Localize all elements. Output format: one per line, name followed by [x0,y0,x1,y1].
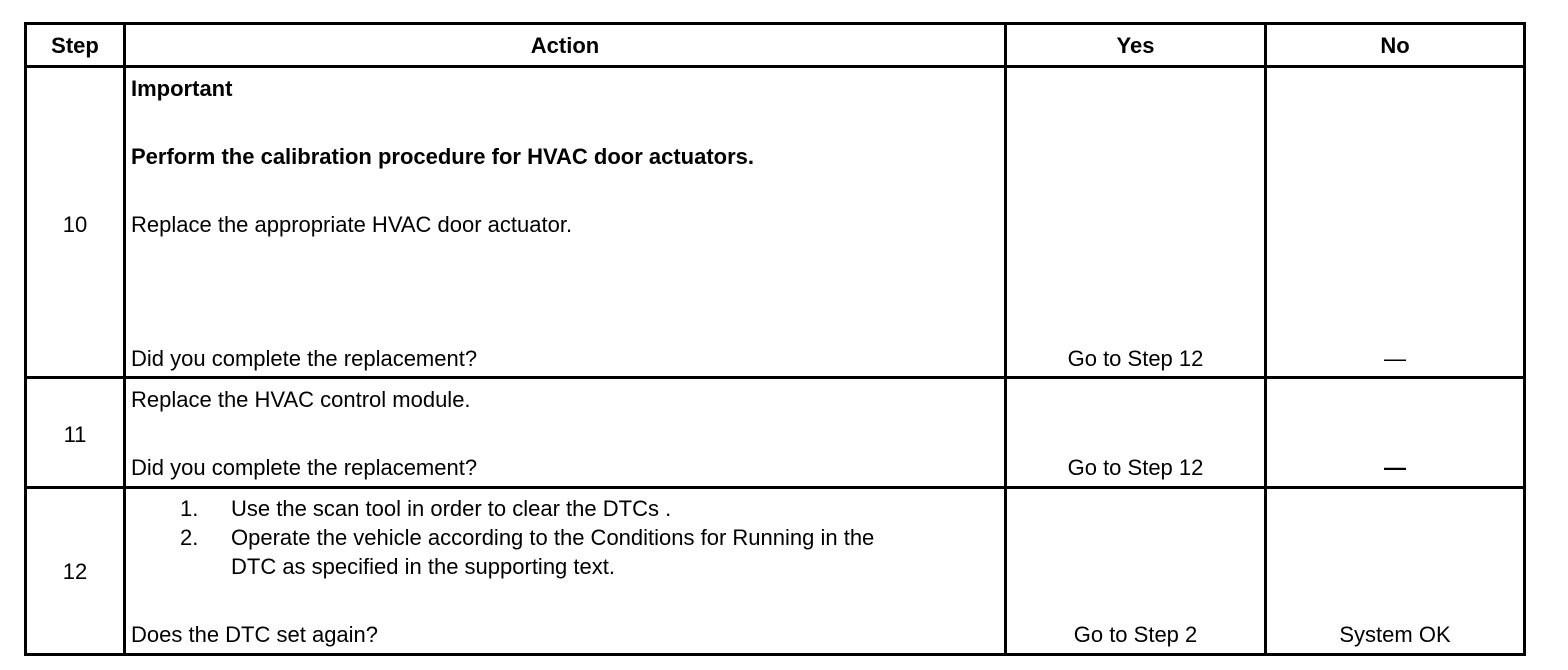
list-item-number: 1. [180,496,199,521]
step-number: 11 [63,422,87,447]
column-divider [123,25,126,653]
header-no: No [1380,33,1410,58]
action-text: Replace the appropriate HVAC door actuator. [131,212,573,237]
yes-result: Go to Step 12 [1067,346,1204,371]
important-note: Perform the calibration procedure for HVAC door actuators. [131,144,755,169]
no-result: System OK [1339,622,1451,647]
important-label: Important [131,76,233,101]
row-divider [27,65,1523,68]
column-divider [1004,25,1007,653]
list-item-text: Use the scan tool in order to clear the DTCs . [231,496,672,521]
list-item-text: Operate the vehicle according to the Conditions for Running in the [231,525,875,550]
diagnostic-table [24,22,1526,656]
action-question: Did you complete the replacement? [131,346,478,371]
step-number: 10 [62,212,88,237]
step-number: 12 [62,559,88,584]
no-result: — [1384,455,1406,480]
no-result: — [1384,346,1406,371]
header-step: Step [51,33,99,58]
action-question: Does the DTC set again? [131,622,379,647]
column-divider [1264,25,1267,653]
list-item-number: 2. [180,525,199,550]
list-item-text-continued: DTC as specified in the supporting text. [231,554,615,579]
yes-result: Go to Step 2 [1073,622,1198,647]
header-yes: Yes [1116,33,1155,58]
action-text: Replace the HVAC control module. [131,387,471,412]
header-action: Action [530,33,600,58]
action-question: Did you complete the replacement? [131,455,478,480]
yes-result: Go to Step 12 [1067,455,1204,480]
row-divider [27,376,1523,379]
row-divider [27,486,1523,489]
